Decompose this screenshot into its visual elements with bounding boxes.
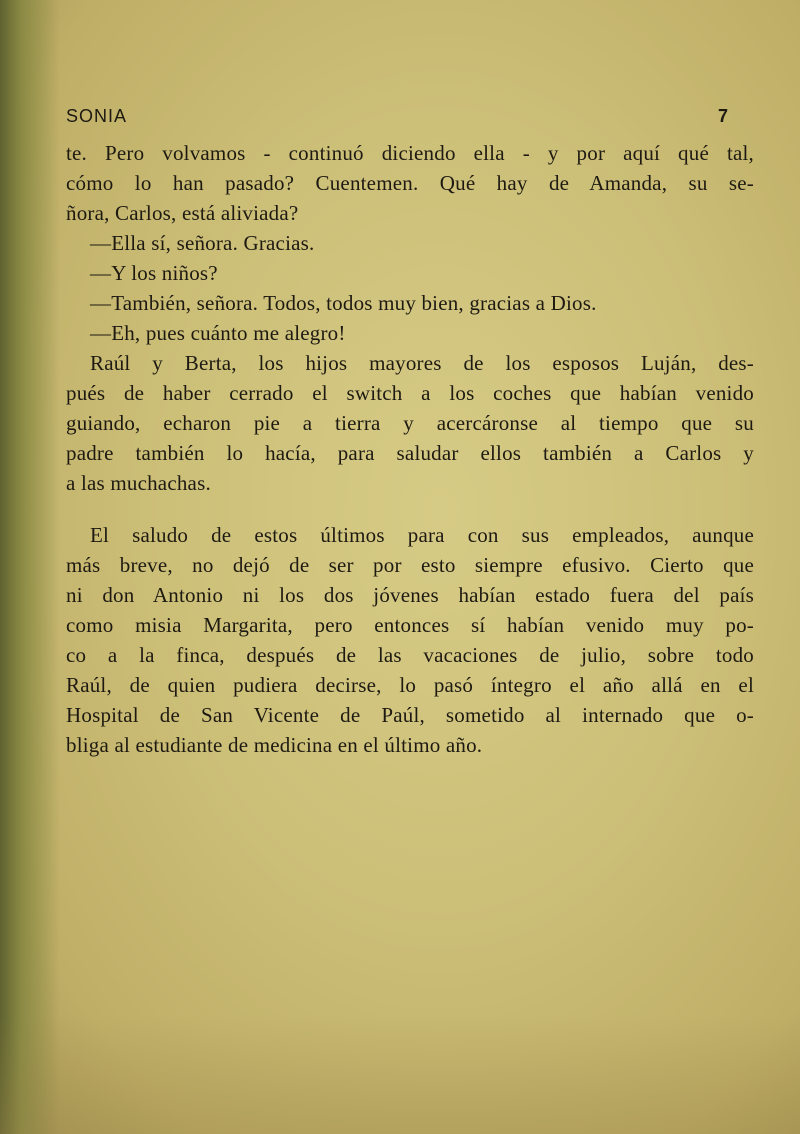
- paragraph: [66, 138, 754, 228]
- text-line: Hospital de San Vicente de Paúl, sometido al internado que o-: [66, 703, 754, 727]
- text-line: cómo lo han pasado? Cuentemen. Qué hay de Amanda, su se-: [66, 171, 754, 195]
- text-line: El saludo de estos últimos para con sus empleados, aunque: [90, 523, 754, 547]
- text-line: bliga al estudiante de medicina en el último año.: [66, 733, 483, 757]
- text-line: pués de haber cerrado el switch a los coches que habían venido: [66, 381, 754, 405]
- paragraph-spacer: [66, 498, 754, 520]
- text-line: te. Pero volvamos - continuó diciendo ella - y por aquí qué tal,: [66, 141, 754, 165]
- text-line: co a la finca, después de las vacaciones de julio, sobre todo: [66, 643, 754, 667]
- text-line: como misia Margarita, pero entonces sí habían venido muy po-: [66, 613, 754, 637]
- text-line: Raúl, de quien pudiera decirse, lo pasó íntegro el año allá en el: [66, 673, 754, 697]
- text-line: —Y los niños?: [90, 261, 218, 285]
- text-line: ñora, Carlos, está aliviada?: [66, 201, 299, 225]
- text-line: —Eh, pues cuánto me alegro!: [90, 321, 346, 345]
- dialogue-line: [66, 288, 754, 318]
- page-header: [66, 106, 728, 130]
- text-line: a las muchachas.: [66, 471, 211, 495]
- text-line: —Ella sí, señora. Gracias.: [90, 231, 315, 255]
- dialogue-line: [66, 228, 754, 258]
- dialogue-line: [66, 318, 754, 348]
- paragraph: [66, 520, 754, 760]
- dialogue-line: [66, 258, 754, 288]
- text-line: Raúl y Berta, los hijos mayores de los esposos Luján, des-: [90, 351, 754, 375]
- page-number: 7: [717, 106, 728, 126]
- body-text: [66, 138, 754, 760]
- text-line: ni don Antonio ni los dos jóvenes habían estado fuera del país: [66, 583, 754, 607]
- page-bottom-shading: [0, 1014, 800, 1134]
- text-line: guiando, echaron pie a tierra y acercáronse al tiempo que su: [66, 411, 754, 435]
- page-edge-shadow: [0, 0, 60, 1134]
- text-line: padre también lo hacía, para saludar ellos también a Carlos y: [66, 441, 754, 465]
- text-line: más breve, no dejó de ser por esto siempre efusivo. Cierto que: [66, 553, 754, 577]
- running-title: SONIA: [66, 106, 128, 126]
- text-line: —También, señora. Todos, todos muy bien, gracias a Dios.: [90, 291, 597, 315]
- paragraph: [66, 348, 754, 498]
